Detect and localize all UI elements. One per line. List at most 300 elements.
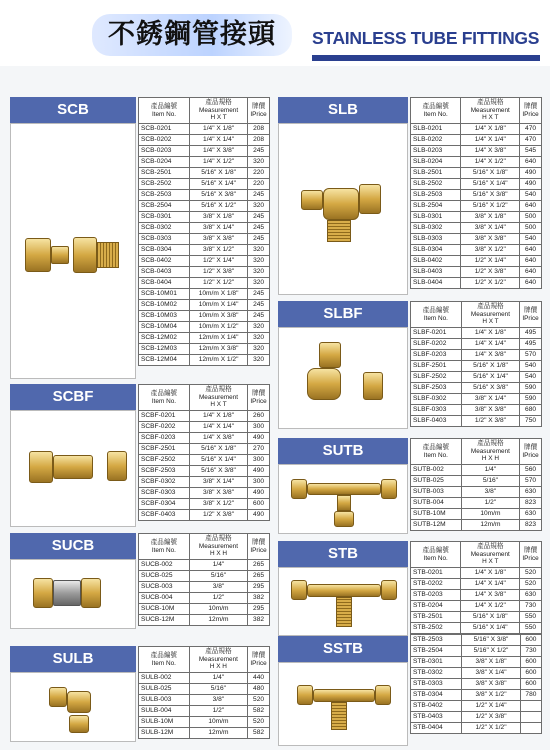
table-row xyxy=(139,560,270,571)
cell-price: 570 xyxy=(520,476,542,487)
col-measurement: 產品規格 Measurement H X T xyxy=(461,98,520,124)
fitting-elbow-icon xyxy=(67,691,91,713)
fitting-nut-icon xyxy=(69,715,89,733)
cell-item-no: SCB-0304 xyxy=(139,245,190,256)
cell-item-no: SLBF-0403 xyxy=(411,416,462,427)
fitting-tee-icon xyxy=(307,483,381,495)
cell-item-no: SULB-002 xyxy=(139,673,190,684)
cell-measurement: 10m/m X 1/2" xyxy=(190,322,248,333)
cell-price: 600 xyxy=(520,668,541,679)
table-row xyxy=(139,717,270,728)
cell-item-no: STB-0402 xyxy=(411,701,462,712)
cell-price: 320 xyxy=(248,245,270,256)
table-row xyxy=(411,679,542,690)
table-row xyxy=(411,179,542,190)
cell-price: 640 xyxy=(520,245,542,256)
cell-price: 590 xyxy=(520,394,542,405)
price-table-sulb xyxy=(138,646,270,739)
cell-price: 550 xyxy=(520,623,542,634)
section-label: SULB xyxy=(10,646,136,672)
fitting-nut-icon xyxy=(49,687,67,707)
table-row xyxy=(139,499,270,510)
table-row xyxy=(139,234,270,245)
cell-price: 270 xyxy=(248,444,270,455)
table-row xyxy=(139,706,270,717)
cell-measurement: 1/2" X 3/8" xyxy=(461,416,519,427)
table-row xyxy=(139,289,270,300)
cell-price: 600 xyxy=(520,635,541,646)
table-header-row xyxy=(139,98,270,124)
cell-item-no: SLB-2502 xyxy=(411,179,461,190)
cell-item-no: SCB-0201 xyxy=(139,124,190,135)
table-row xyxy=(139,267,270,278)
cell-price: 440 xyxy=(248,673,270,684)
cell-item-no: STB-2501 xyxy=(411,612,461,623)
table-row xyxy=(139,411,270,422)
cell-item-no: SLBF-0202 xyxy=(411,339,462,350)
table-row xyxy=(139,146,270,157)
cell-price: 220 xyxy=(248,168,270,179)
cell-measurement: 5/16" X 1/4" xyxy=(461,372,519,383)
cell-price: 630 xyxy=(520,590,542,601)
price-table-sstb xyxy=(410,634,542,734)
cell-measurement: 3/8" X 1/4" xyxy=(190,223,248,234)
table-row xyxy=(139,201,270,212)
price-table-scbf xyxy=(138,384,270,521)
cell-price: 245 xyxy=(248,311,270,322)
table-row xyxy=(139,245,270,256)
table-row xyxy=(139,355,270,366)
table-row xyxy=(139,333,270,344)
cell-measurement: 10m/m X 1/8" xyxy=(190,289,248,300)
cell-price: 630 xyxy=(520,487,542,498)
cell-price: 520 xyxy=(520,579,542,590)
col-item: 產品編號 Item No. xyxy=(139,534,190,560)
fitting-nut-icon xyxy=(29,451,53,483)
cell-price: 640 xyxy=(520,157,542,168)
cell-measurement: 3/8" X 3/8" xyxy=(461,405,519,416)
cell-item-no: SUTB-12M xyxy=(411,520,462,531)
fitting-nut-icon xyxy=(334,511,354,527)
table-row xyxy=(411,168,542,179)
cell-item-no: STB-0201 xyxy=(411,568,461,579)
cell-price: 730 xyxy=(520,601,542,612)
cell-measurement: 5/16" X 1/8" xyxy=(190,168,248,179)
cell-item-no: SCBF-2501 xyxy=(139,444,190,455)
table-row xyxy=(139,488,270,499)
col-price: 牌價 IPrice xyxy=(248,98,270,124)
cell-item-no: STB-0302 xyxy=(411,668,462,679)
cell-measurement: 1/4" X 1/4" xyxy=(461,579,520,590)
table-header-row xyxy=(411,302,542,328)
table-row xyxy=(411,646,542,657)
cell-measurement: 5/16" X 1/8" xyxy=(461,361,519,372)
cell-measurement: 1/4" X 3/8" xyxy=(461,590,520,601)
cell-item-no: SUTB-002 xyxy=(411,465,462,476)
cell-item-no: SULB-025 xyxy=(139,684,190,695)
cell-item-no: SLB-2503 xyxy=(411,190,461,201)
cell-measurement: 1/4" X 1/4" xyxy=(461,135,520,146)
cell-price: 550 xyxy=(520,612,542,623)
cell-price: 520 xyxy=(520,568,542,579)
cell-item-no: SCB-10M04 xyxy=(139,322,190,333)
table-header-row xyxy=(139,647,270,673)
col-item: 產品編號 Item No. xyxy=(139,385,190,411)
cell-measurement: 3/8" X 1/2" xyxy=(189,499,247,510)
cell-item-no: SCB-2502 xyxy=(139,179,190,190)
table-row xyxy=(411,590,542,601)
section-sutb xyxy=(278,438,542,534)
section-sucb xyxy=(10,533,270,629)
col-measurement: 產品規格 Measurement H X T xyxy=(190,98,248,124)
cell-item-no: SCB-0303 xyxy=(139,234,190,245)
table-row xyxy=(411,601,542,612)
table-row xyxy=(139,604,270,615)
table-row xyxy=(139,190,270,201)
section-label: SLB xyxy=(278,97,408,123)
fitting-nut-icon xyxy=(363,372,383,400)
fitting-nut-icon xyxy=(297,685,313,705)
cell-price: 320 xyxy=(248,355,270,366)
fitting-thread-icon xyxy=(331,702,347,730)
cell-item-no: SLB-0403 xyxy=(411,267,461,278)
table-row xyxy=(411,476,542,487)
cell-price: 582 xyxy=(248,706,270,717)
cell-price: 480 xyxy=(248,684,270,695)
table-row xyxy=(139,615,270,626)
cell-price: 490 xyxy=(248,488,270,499)
table-row xyxy=(411,416,542,427)
fitting-nut-icon xyxy=(319,342,341,368)
table-row xyxy=(411,568,542,579)
cell-measurement: 5/16" X 3/8" xyxy=(462,635,521,646)
cell-price: 600 xyxy=(520,679,541,690)
section-label: SCBF xyxy=(10,384,136,410)
cell-item-no: SLB-0303 xyxy=(411,234,461,245)
cell-price: 560 xyxy=(520,465,542,476)
cell-measurement: 5/16" X 1/4" xyxy=(189,455,247,466)
section-slbf xyxy=(278,301,542,429)
table-row xyxy=(139,433,270,444)
col-item: 產品編號 Item No. xyxy=(411,439,462,465)
cell-measurement: 1/2" X 1/2" xyxy=(462,723,521,734)
table-row xyxy=(139,168,270,179)
cell-measurement: 12m/m X 3/8" xyxy=(190,344,248,355)
cell-measurement: 5/16" X 1/2" xyxy=(190,201,248,212)
cell-item-no: SCB-10M01 xyxy=(139,289,190,300)
table-row xyxy=(411,146,542,157)
fitting-nut-icon xyxy=(359,184,381,214)
title-underline xyxy=(312,55,540,61)
section-label: SUCB xyxy=(10,533,136,559)
product-image-scb xyxy=(10,123,136,379)
cell-price: 320 xyxy=(248,344,270,355)
cell-item-no: SLBF-0303 xyxy=(411,405,462,416)
table-row xyxy=(411,579,542,590)
cell-item-no: SCB-0204 xyxy=(139,157,190,168)
cell-price: 750 xyxy=(520,416,542,427)
cell-price: 220 xyxy=(248,179,270,190)
col-item: 產品編號 Item No. xyxy=(411,302,462,328)
table-row xyxy=(139,477,270,488)
cell-measurement: 5/16" X 1/8" xyxy=(461,168,520,179)
col-item: 產品編號 Item No. xyxy=(139,98,190,124)
table-row xyxy=(411,509,542,520)
cell-price: 500 xyxy=(520,223,542,234)
table-row xyxy=(411,623,542,634)
cell-item-no: STB-0404 xyxy=(411,723,462,734)
cell-price: 265 xyxy=(248,571,270,582)
cell-measurement: 5/16" X 3/8" xyxy=(189,466,247,477)
cell-price: 490 xyxy=(248,466,270,477)
cell-price: 490 xyxy=(520,168,542,179)
col-price: 牌價 IPrice xyxy=(248,534,270,560)
fitting-body-icon xyxy=(53,455,93,479)
fitting-stem-icon xyxy=(337,495,351,511)
cell-measurement: 5/16" X 3/8" xyxy=(461,383,519,394)
cell-measurement: 5/16" X 1/2" xyxy=(462,646,521,657)
table-header-row xyxy=(411,439,542,465)
fitting-elbow-icon xyxy=(323,188,359,220)
cell-measurement: 3/8" xyxy=(189,695,247,706)
cell-item-no: SULB-003 xyxy=(139,695,190,706)
cell-measurement: 3/8" X 3/8" xyxy=(190,234,248,245)
table-row xyxy=(139,223,270,234)
cell-item-no: SLBF-2503 xyxy=(411,383,462,394)
table-row xyxy=(139,422,270,433)
col-price: 牌價 IPrice xyxy=(248,385,270,411)
cell-measurement: 5/16" xyxy=(189,571,247,582)
cell-price: 382 xyxy=(248,593,270,604)
col-price: 牌價 IPrice xyxy=(520,98,542,124)
cell-item-no: SLBF-0203 xyxy=(411,350,462,361)
cell-price: 260 xyxy=(248,411,270,422)
table-row xyxy=(139,300,270,311)
cell-price: 640 xyxy=(520,256,542,267)
table-row xyxy=(411,520,542,531)
cell-price: 590 xyxy=(520,383,542,394)
product-image-sutb xyxy=(278,464,408,534)
table-row xyxy=(411,668,542,679)
cell-price: 320 xyxy=(248,322,270,333)
cell-measurement: 3/8" X 3/8" xyxy=(189,488,247,499)
cell-measurement: 5/16" xyxy=(461,476,519,487)
table-row xyxy=(411,487,542,498)
cell-price: 295 xyxy=(248,604,270,615)
cell-price: 245 xyxy=(248,190,270,201)
cell-item-no: SLB-0304 xyxy=(411,245,461,256)
fitting-tee-icon xyxy=(307,584,381,597)
table-row xyxy=(411,372,542,383)
fitting-nut-icon xyxy=(301,190,323,210)
cell-measurement: 1/4" X 1/8" xyxy=(189,411,247,422)
table-row xyxy=(139,695,270,706)
cell-price: 520 xyxy=(248,717,270,728)
cell-item-no: SCB-10M03 xyxy=(139,311,190,322)
cell-price: 640 xyxy=(520,201,542,212)
fitting-nut-icon xyxy=(107,451,127,481)
cell-item-no: SCB-12M04 xyxy=(139,355,190,366)
section-slb xyxy=(278,97,542,295)
cell-item-no: SCBF-0302 xyxy=(139,477,190,488)
cell-price: 582 xyxy=(248,728,270,739)
cell-item-no: SCB-0202 xyxy=(139,135,190,146)
cell-price: 320 xyxy=(248,157,270,168)
table-row xyxy=(139,444,270,455)
cell-price: 520 xyxy=(248,695,270,706)
fitting-body-icon xyxy=(73,237,97,273)
cell-item-no: STB-0304 xyxy=(411,690,462,701)
cell-item-no: SCB-10M02 xyxy=(139,300,190,311)
cell-price: 823 xyxy=(520,498,542,509)
price-table-sucb xyxy=(138,533,270,626)
cell-measurement: 3/8" X 1/8" xyxy=(190,212,248,223)
cell-measurement: 1/2" X 1/4" xyxy=(461,256,520,267)
fitting-nut-icon xyxy=(291,479,307,499)
cell-measurement: 1/2" xyxy=(461,498,519,509)
cell-price: 208 xyxy=(248,135,270,146)
fitting-thread-icon xyxy=(327,220,351,242)
cell-item-no: SCB-0403 xyxy=(139,267,190,278)
cell-item-no: STB-0203 xyxy=(411,590,461,601)
cell-price: 600 xyxy=(248,499,270,510)
table-row xyxy=(139,311,270,322)
cell-measurement: 1/4" X 1/8" xyxy=(461,124,520,135)
table-row xyxy=(411,223,542,234)
table-row xyxy=(411,350,542,361)
cell-measurement: 3/8" X 1/4" xyxy=(189,477,247,488)
cell-measurement: 3/8" xyxy=(189,582,247,593)
cell-item-no: SCBF-0403 xyxy=(139,510,190,521)
cell-measurement: 3/8" xyxy=(461,487,519,498)
cell-measurement: 10m/m xyxy=(189,604,247,615)
cell-price: 245 xyxy=(248,234,270,245)
cell-item-no: SLBF-2501 xyxy=(411,361,462,372)
product-image-slb xyxy=(278,123,408,295)
cell-item-no: SUTB-003 xyxy=(411,487,462,498)
fitting-nut-icon xyxy=(33,578,53,608)
table-row xyxy=(139,278,270,289)
cell-measurement: 10m/m X 1/4" xyxy=(190,300,248,311)
cell-measurement: 1/4" X 3/8" xyxy=(461,350,519,361)
cell-item-no: SLBF-0201 xyxy=(411,328,462,339)
cell-measurement: 12m/m X 1/4" xyxy=(190,333,248,344)
cell-measurement: 10m/m xyxy=(189,717,247,728)
cell-measurement: 1/2" X 3/8" xyxy=(462,712,521,723)
table-row xyxy=(411,465,542,476)
cell-item-no: SCB-0404 xyxy=(139,278,190,289)
cell-measurement: 5/16" X 1/8" xyxy=(461,612,520,623)
cell-price: 490 xyxy=(520,179,542,190)
table-row xyxy=(411,135,542,146)
cell-price: 495 xyxy=(520,328,542,339)
table-row xyxy=(411,361,542,372)
table-row xyxy=(411,701,542,712)
fitting-elbow-icon xyxy=(307,368,341,400)
cell-item-no: SCB-2504 xyxy=(139,201,190,212)
cell-price: 320 xyxy=(248,333,270,344)
cell-price xyxy=(520,723,541,734)
cell-item-no: SCB-2501 xyxy=(139,168,190,179)
cell-price: 545 xyxy=(520,146,542,157)
cell-measurement: 3/8" X 1/4" xyxy=(462,668,521,679)
cell-measurement: 1/4" X 1/8" xyxy=(461,328,519,339)
cell-price: 265 xyxy=(248,560,270,571)
col-measurement: 產品規格 Measurement H X H xyxy=(189,534,247,560)
col-measurement: 產品規格 Measurement H X T xyxy=(461,302,519,328)
cell-item-no: SCBF-2503 xyxy=(139,466,190,477)
cell-price: 570 xyxy=(520,350,542,361)
price-table-slb xyxy=(410,97,542,289)
cell-price: 245 xyxy=(248,289,270,300)
col-item: 產品編號 Item No. xyxy=(139,647,190,673)
cell-item-no: SLB-0203 xyxy=(411,146,461,157)
cell-item-no: SUCB-10M xyxy=(139,604,190,615)
cell-measurement: 1/4" X 1/2" xyxy=(461,601,520,612)
table-row xyxy=(139,124,270,135)
cell-price: 320 xyxy=(248,278,270,289)
cell-item-no: SCB-12M02 xyxy=(139,333,190,344)
cell-item-no: STB-0202 xyxy=(411,579,461,590)
cell-price: 680 xyxy=(520,405,542,416)
table-row xyxy=(139,728,270,739)
cell-item-no: SCB-0402 xyxy=(139,256,190,267)
table-row xyxy=(411,234,542,245)
cell-measurement: 5/16" X 1/2" xyxy=(461,201,520,212)
cell-measurement: 1/2" X 1/4" xyxy=(462,701,521,712)
cell-item-no: SUCB-12M xyxy=(139,615,190,626)
cell-measurement: 1/4" X 1/4" xyxy=(190,135,248,146)
cell-price: 540 xyxy=(520,190,542,201)
section-label: SLBF xyxy=(278,301,408,327)
cell-item-no: SULB-12M xyxy=(139,728,190,739)
product-image-scbf xyxy=(10,410,136,527)
cell-measurement: 1/4" xyxy=(189,560,247,571)
cell-price: 208 xyxy=(248,124,270,135)
cell-measurement: 12m/m xyxy=(461,520,519,531)
product-image-sucb xyxy=(10,559,136,629)
table-row xyxy=(139,256,270,267)
col-price: 牌價 IPrice xyxy=(520,542,542,568)
cell-price: 320 xyxy=(248,256,270,267)
cell-price: 490 xyxy=(248,510,270,521)
cell-price: 320 xyxy=(248,201,270,212)
cell-measurement: 1/2" xyxy=(189,593,247,604)
table-row xyxy=(139,571,270,582)
cell-item-no: STB-2504 xyxy=(411,646,462,657)
cell-price: 245 xyxy=(248,300,270,311)
cell-item-no: SUCB-003 xyxy=(139,582,190,593)
table-row xyxy=(411,612,542,623)
cell-price: 300 xyxy=(248,477,270,488)
fitting-nut-icon xyxy=(381,479,397,499)
cell-measurement: 5/16" X 1/4" xyxy=(461,623,520,634)
cell-measurement: 1/2" X 3/8" xyxy=(190,267,248,278)
col-item: 產品編號 Item No. xyxy=(411,542,461,568)
cell-price: 245 xyxy=(248,212,270,223)
cell-measurement: 3/8" X 3/8" xyxy=(462,679,521,690)
cell-measurement: 1/4" X 1/2" xyxy=(461,157,520,168)
cell-item-no: SCBF-0203 xyxy=(139,433,190,444)
table-row xyxy=(411,339,542,350)
section-label: STB xyxy=(278,541,408,567)
section-label: SSTB xyxy=(278,636,408,662)
cell-measurement: 3/8" X 1/4" xyxy=(461,223,520,234)
fitting-body-icon xyxy=(53,580,81,606)
cell-measurement: 3/8" X 1/2" xyxy=(462,690,521,701)
cell-measurement: 1/2" X 3/8" xyxy=(461,267,520,278)
table-row xyxy=(411,657,542,668)
